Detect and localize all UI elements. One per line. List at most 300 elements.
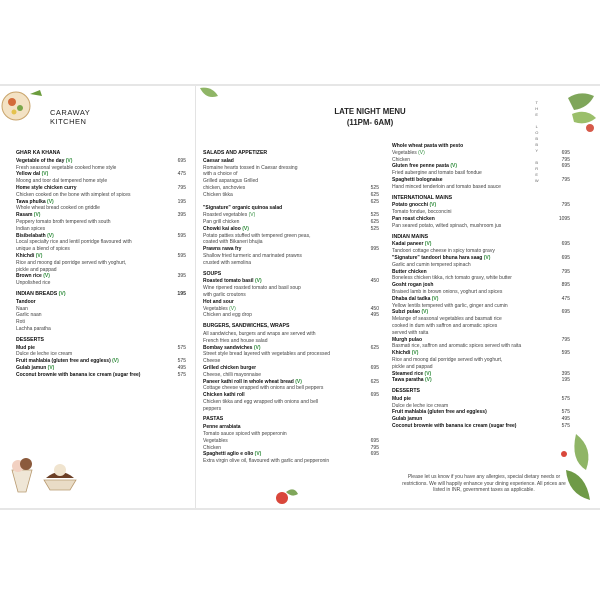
menu-item-price: 795 [561, 268, 570, 275]
menu-item-description: crusted with semolina [203, 259, 252, 266]
menu-item [16, 212, 186, 232]
menu-item-description: Peppery tomato broth tempered with south [16, 218, 111, 225]
menu-item-name: Chicken kathi roll [203, 392, 245, 399]
menu-item-price: 895 [561, 282, 570, 289]
menu-item-price: 995 [370, 246, 379, 253]
brand-letter: R [535, 166, 539, 171]
vegetarian-marker: (V) [248, 212, 256, 219]
section-title: DESSERTS [392, 388, 420, 395]
menu-item-name: Khichdi (V) [392, 350, 419, 357]
menu-item [16, 273, 186, 287]
vegetarian-marker: (V) [411, 350, 419, 357]
menu-item [203, 392, 379, 412]
section-heading [16, 337, 186, 344]
menu-item [16, 365, 186, 372]
menu-item-price: 475 [177, 171, 186, 178]
menu-item [392, 177, 570, 191]
menu-item-price: 1095 [558, 215, 570, 222]
menu-item-name: Penne arrabiata [203, 424, 241, 431]
menu-item-description: cooked in dum with saffron and aromatic spices [392, 322, 498, 329]
menu-variant-line [203, 199, 379, 206]
allergy-footnote: Please let us know if you have any allergies, special dietary needs or restrictions. We will happily enhance your dining experience. All prices are listed in INR, government taxes as applicable. [402, 474, 566, 493]
menu-item-header [203, 205, 379, 212]
menu-item-price: 575 [177, 371, 186, 378]
menu-item-description: Tomato sauce spiced with pepperonin [203, 431, 287, 438]
section-heading [203, 150, 379, 157]
menu-item-header [203, 451, 379, 458]
menu-item-price: 795 [561, 202, 570, 209]
section-heading [203, 416, 379, 423]
leaf-illustration-bottom-right [556, 430, 600, 506]
variant-name: Vegetables (V) [392, 149, 425, 156]
vegetarian-marker: (V) [421, 309, 429, 316]
menu-item-name: Mud pie [392, 395, 411, 402]
menu-item-description: Garlic and cumin tempered spinach [392, 261, 471, 268]
vegetarian-marker: (V) [295, 378, 302, 385]
menu-item-header [392, 296, 570, 303]
menu-item [203, 299, 379, 306]
menu-item-description: Tomato fondue, bocconcini [392, 209, 452, 216]
menu-item-description: Roti [16, 319, 25, 326]
menu-item-header [203, 299, 379, 306]
food-illustration-top-right [560, 88, 600, 136]
menu-item-header [392, 350, 570, 357]
menu-item-name: Butter chicken [392, 268, 427, 275]
vegetarian-marker: (V) [418, 149, 425, 156]
menu-item-name: Mud pie [16, 344, 35, 351]
menu-item-name: Tawa paratha (V) [392, 377, 432, 384]
variant-name: Vegetables (V) [203, 305, 236, 312]
menu-item-description: unique a blend of spices [16, 246, 70, 253]
vegetarian-marker: (V) [47, 364, 55, 371]
menu-item [392, 337, 570, 351]
menu-item [392, 163, 570, 177]
menu-item-description: French fries and house salad [203, 337, 268, 344]
menu-item [392, 377, 570, 384]
menu-item-price [182, 299, 186, 306]
menu-item-price: 625 [370, 344, 379, 351]
menu-item-name: Spaghetti bolognaise [392, 176, 443, 183]
menu-item-header [16, 212, 186, 219]
vegetarian-marker: (V) [424, 377, 432, 384]
variant-price: 495 [370, 312, 379, 319]
vegetarian-marker: (V) [47, 198, 54, 205]
vegetarian-marker: (V) [58, 290, 66, 297]
section-heading [16, 150, 186, 157]
menu-item-header [392, 423, 570, 430]
variant-price: 795 [561, 156, 570, 163]
brand-letter: B [535, 142, 539, 147]
vegetarian-marker: (V) [254, 451, 262, 458]
menu-item-header [203, 226, 379, 233]
menu-item [203, 424, 379, 438]
section-title: INDIAN MAINS [392, 233, 429, 240]
menu-item-header [16, 365, 186, 372]
menu-item [203, 345, 379, 365]
menu-item-description: Braised lamb in brown onions, yoghurt and spices [392, 288, 503, 295]
section-title: INDIAN BREADS (V) [16, 290, 66, 297]
section-title: BURGERS, SANDWICHES, WRAPS [203, 323, 290, 330]
menu-item [203, 226, 379, 246]
menu-item-price: 795 [561, 336, 570, 343]
menu-item-header [16, 171, 186, 178]
menu-item [392, 269, 570, 283]
vegetarian-marker: (V) [483, 254, 491, 261]
menu-item-header [392, 143, 570, 150]
menu-item [392, 371, 570, 378]
menu-item [392, 416, 570, 423]
menu-item-description: Street style bread layered with vegetables and processed [203, 351, 331, 358]
variant-price [375, 178, 379, 185]
menu-item-name: Bombay sandwiches (V) [203, 344, 261, 351]
menu-item [16, 185, 186, 199]
menu-item-price: 450 [370, 278, 379, 285]
vegetarian-marker: (V) [35, 252, 43, 259]
menu-item-name: Brown rice (V) [16, 273, 50, 280]
menu-item-description: Dulce de leche ice cream [392, 402, 449, 409]
menu-title-line-2: (11PM- 6AM) [346, 118, 394, 127]
variant-name: Vegetables [203, 437, 228, 444]
variant-name: Grilled asparagus Grilled [203, 178, 259, 185]
menu-item-header [16, 185, 186, 192]
menu-item-name: Subzi pulao (V) [392, 309, 429, 316]
section-title: PASTAS [203, 416, 224, 423]
menu-item-name: Chowki kai aloo (V) [203, 225, 249, 232]
menu-item-price: 595 [177, 252, 186, 259]
brand-letter: Y [535, 148, 539, 153]
menu-item-description: Lachha paratha [16, 325, 51, 332]
variant-price: 695 [561, 149, 570, 156]
menu-variant-line [203, 219, 379, 226]
variant-price: 525 [370, 184, 379, 191]
brand-letter: T [535, 100, 539, 105]
vegetarian-marker: (V) [429, 202, 437, 209]
menu-item-description: Chicken cooked on the bone with simplest of spices [16, 191, 131, 198]
menu-item-header [16, 233, 186, 240]
menu-item [392, 143, 570, 150]
brand-letter: H [535, 106, 539, 111]
menu-item-name: Tawa phulka (V) [16, 198, 54, 205]
menu-item [16, 199, 186, 213]
variant-name: Chicken and egg drop [203, 312, 252, 319]
menu-item-name: Coconut brownie with banana ice cream (sugar free) [392, 423, 517, 430]
menu-item-description: with garlic croutons [203, 291, 246, 298]
section-title: SALADS AND APPETIZER [203, 150, 268, 156]
menu-item-price: 795 [561, 176, 570, 183]
menu-variant-line [392, 150, 570, 157]
menu-item-name: Gulab jamun (V) [16, 364, 55, 371]
menu-item-header [392, 163, 570, 170]
menu-item-price [375, 158, 379, 165]
menu-item-price: 575 [561, 395, 570, 402]
menu-item-price [375, 424, 379, 431]
section-title: SOUPS [203, 270, 222, 277]
menu-column-3 [392, 143, 570, 430]
menu-item-name: Paneer kathi roll in whole wheat bread (V) [203, 378, 302, 385]
food-illustration-top-left [0, 88, 44, 132]
menu-item-header [392, 202, 570, 209]
menu-item [392, 409, 570, 416]
section-heading [16, 291, 186, 298]
menu-item-header [203, 392, 379, 399]
menu-item [203, 158, 379, 178]
menu-item-name: Potato gnocchi (V) [392, 202, 437, 209]
variant-name: Chicken [203, 444, 222, 451]
menu-variant-line [203, 212, 379, 219]
menu-item-header [392, 396, 570, 403]
variant-price: 625 [370, 198, 379, 205]
menu-variant-line [203, 185, 379, 192]
menu-item-description: served with raita [392, 329, 429, 336]
menu-item-price: 195 [177, 198, 186, 205]
menu-item-name: Spaghetti aglio e olio (V) [203, 451, 262, 458]
menu-item [16, 171, 186, 185]
menu-item-price: 695 [370, 392, 379, 399]
menu-item-price: 695 [370, 364, 379, 371]
menu-item-header [392, 241, 570, 248]
menu-item-name: Bisibelabath (V) [16, 232, 54, 239]
section-heading [203, 271, 379, 278]
vegetarian-marker: (V) [424, 370, 432, 377]
menu-item-header [392, 177, 570, 184]
menu-item-price: 495 [177, 364, 186, 371]
menu-item-header [392, 416, 570, 423]
menu-item-description: Basmati rice, saffron and aromatic spices served with raita [392, 343, 522, 350]
menu-item-header [16, 358, 186, 365]
menu-item-name: Fruit mahlabia (gluten free and eggless) [392, 409, 487, 416]
section-heading [203, 323, 379, 330]
section-price: 195 [177, 290, 186, 297]
menu-item-description: Boneless chicken tikka, rich tomato gravy, white butter [392, 275, 512, 282]
menu-item [203, 365, 379, 379]
menu-item-description: pickle and pappad [16, 266, 57, 273]
menu-item-name: Yellow dal (V) [16, 171, 49, 178]
menu-item [392, 255, 570, 269]
menu-item [203, 331, 379, 345]
vegetarian-marker: (V) [43, 273, 50, 280]
menu-item-description: Wine ripened roasted tomato and basil soup [203, 285, 301, 292]
vegetarian-marker: (V) [431, 295, 439, 302]
menu-item-header [16, 199, 186, 206]
section-heading [392, 388, 570, 395]
menu-item-header [203, 158, 379, 165]
menu-item-description: Romaine hearts tossed in Caesar dressing [203, 164, 298, 171]
menu-item-description: Extra virgin olive oil, flavoured with garlic and pepperonin [203, 458, 330, 465]
menu-item-description: Tandoori cottage cheese in spicy tomato gravy [392, 248, 495, 255]
menu-variant-line [203, 178, 379, 185]
variant-name: Chicken [392, 156, 411, 163]
brand-letter: B [535, 136, 539, 141]
menu-item-header [203, 345, 379, 352]
menu-item-name: "Signature" tandoori bhuna hara saag (V) [392, 254, 491, 261]
variant-price: 450 [370, 305, 379, 312]
menu-item-description: Whole wheat bread cooked on griddle [16, 205, 100, 212]
variant-name: Chicken tikka [203, 191, 233, 198]
menu-item-price: 195 [561, 377, 570, 384]
menu-item-name: Pan roast chicken [392, 215, 435, 222]
menu-variant-line [203, 312, 379, 319]
menu-variant-line [203, 306, 379, 313]
variant-price: 625 [370, 218, 379, 225]
menu-item [16, 233, 186, 253]
brand-letter: W [534, 178, 540, 183]
menu-item [203, 451, 379, 465]
menu-item [392, 309, 570, 336]
menu-item-name: Tandoor [16, 298, 36, 305]
menu-item [392, 216, 570, 230]
brand-line-2: KITCHEN [50, 117, 87, 126]
menu-item-price: 795 [177, 184, 186, 191]
menu-item-header [203, 365, 379, 372]
variant-price: 625 [370, 191, 379, 198]
vegetarian-marker: (V) [33, 212, 41, 219]
menu-item-price: 695 [561, 241, 570, 248]
menu-item-price: 695 [561, 309, 570, 316]
menu-item-header [203, 278, 379, 285]
menu-item-description: Dulce de leche ice cream [16, 351, 73, 358]
menu-item [392, 241, 570, 255]
brand-letter: O [535, 130, 539, 135]
menu-item-header [392, 255, 570, 262]
menu-variant-line [203, 192, 379, 199]
menu-item-price [566, 143, 570, 150]
menu-item-description: Rice and moong dal porridge served with yoghurt, [392, 356, 503, 363]
menu-item-header [16, 158, 186, 165]
page-divider [195, 86, 196, 508]
leaf-illustration-top-center [198, 86, 224, 106]
vegetarian-marker: (V) [229, 305, 236, 312]
brand-line-1: CARAWAY [50, 108, 91, 117]
menu-item [16, 253, 186, 273]
menu-item-header [392, 409, 570, 416]
menu-item-price: 575 [177, 358, 186, 365]
menu-item-description: Garlic naan [16, 312, 42, 319]
menu-item-price: 575 [177, 344, 186, 351]
menu-item-description: Fried aubergine and tomato basil fondue [392, 170, 482, 177]
menu-variant-line [203, 438, 379, 445]
menu-item-header [16, 299, 186, 306]
menu-title-line-1: LATE NIGHT MENU [334, 107, 406, 116]
menu-item-description: Chicken tikka and egg wrapped with onions and bell [203, 398, 319, 405]
menu-item-price: 395 [561, 370, 570, 377]
menu-item-header [392, 377, 570, 384]
menu-item-header [392, 216, 570, 223]
variant-price: 525 [370, 212, 379, 219]
menu-item [392, 296, 570, 310]
menu-item-header [203, 246, 379, 253]
menu-item-name: Rasam (V) [16, 212, 41, 219]
menu-item-name: Vegetable of the day (V) [16, 157, 73, 164]
leaf-illustration-bottom-center [272, 486, 300, 506]
menu-item-description: with a choice of [203, 171, 238, 178]
vegetarian-marker: (V) [65, 157, 73, 164]
vegetarian-marker: (V) [253, 344, 261, 351]
menu-item-description: Yellow lentils tempered with garlic, ginger and cumin [392, 302, 508, 309]
menu-item-price: 575 [561, 409, 570, 416]
menu-item [16, 345, 186, 359]
variant-name: Roasted vegetables (V) [203, 212, 256, 219]
menu-item [203, 278, 379, 298]
variant-price: 795 [370, 444, 379, 451]
variant-name: Pan grill chicken [203, 218, 240, 225]
menu-item-price: 595 [561, 350, 570, 357]
menu-item-name: Gulab jamun [392, 416, 423, 423]
menu-column-2 [203, 146, 379, 465]
brand-logo-left [50, 108, 90, 126]
brand-letter: L [535, 124, 539, 129]
menu-item-name: Murgh pulao [392, 336, 422, 343]
menu-item-name: Whole wheat pasta with pesto [392, 143, 464, 149]
menu-item-price: 695 [561, 163, 570, 170]
menu-item-name: Caesar salad [203, 157, 234, 164]
menu-item [392, 423, 570, 430]
menu-item-name: Home style chicken curry [16, 184, 77, 191]
menu-item-price: 595 [177, 232, 186, 239]
menu-item [392, 202, 570, 216]
menu-item-description: Cheese [203, 358, 221, 365]
section-title: DESSERTS [16, 336, 44, 343]
menu-item-price [375, 205, 379, 212]
menu-item-description: Hand minced tenderloin and tomato based sauce [392, 183, 501, 190]
menu-item-description: coated with Bikaneri bhujia [203, 239, 263, 246]
menu-item-price: 525 [370, 225, 379, 232]
menu-item-price: 575 [561, 423, 570, 430]
menu-item-price: 475 [561, 295, 570, 302]
menu-item-name: Prawns rawa fry [203, 246, 242, 253]
menu-item-description: Indian spices [16, 225, 46, 232]
menu-item-description: Pan seared potato, wilted spinach, mushroom jus [392, 222, 502, 229]
menu-item-name: Gosht rogan josh [392, 282, 434, 289]
variant-name: chicken, anchovies [203, 184, 246, 191]
menu-item-header [392, 269, 570, 276]
variant-price: 695 [370, 437, 379, 444]
section-title: INTERNATIONAL MAINS [392, 194, 453, 201]
menu-item-price: 395 [177, 273, 186, 280]
menu-item-price: 395 [177, 212, 186, 219]
menu-item-name: Khichdi (V) [16, 252, 43, 259]
vegetarian-marker: (V) [41, 171, 49, 178]
menu-item-description: Potato patties stuffed with tempered green peas, [203, 232, 311, 239]
menu-item-price: 625 [370, 378, 379, 385]
menu-item-name: Steamed rice (V) [392, 370, 432, 377]
menu-column-1 [16, 146, 186, 379]
menu-item-description: Local specialty rice and lentil porridge flavoured with [16, 239, 132, 246]
menu-item [203, 246, 379, 266]
section-title: GHAR KA KHANA [16, 150, 61, 156]
vegetarian-marker: (V) [450, 163, 458, 170]
menu-item-header [16, 253, 186, 260]
menu-item [16, 299, 186, 333]
dessert-illustration-bottom-left [6, 440, 80, 502]
menu-item-header [392, 371, 570, 378]
menu-item-description: Moong and toor dal tempered home style [16, 178, 108, 185]
menu-item-description: Rice and moong dal porridge served with yoghurt, [16, 259, 127, 266]
menu-item-description: Cheese, chilli mayonnaise [203, 371, 262, 378]
vegetarian-marker: (V) [242, 225, 249, 232]
menu-item-price: 695 [370, 451, 379, 458]
menu-variant-line [392, 157, 570, 164]
menu-item [392, 282, 570, 296]
menu-item-price: 695 [177, 157, 186, 164]
menu-item-description: peppers [203, 405, 222, 412]
menu-item-name: Fruit mahlabia (gluten free and eggless) (V) [16, 358, 119, 365]
menu-item-name: Kadai paneer (V) [392, 241, 432, 248]
brand-letter: B [535, 160, 539, 165]
vegetarian-marker: (V) [424, 241, 432, 248]
menu-item-name: "Signature" organic quinoa salad [203, 205, 283, 212]
brand-letter: E [535, 172, 539, 177]
menu-item-header [203, 424, 379, 431]
